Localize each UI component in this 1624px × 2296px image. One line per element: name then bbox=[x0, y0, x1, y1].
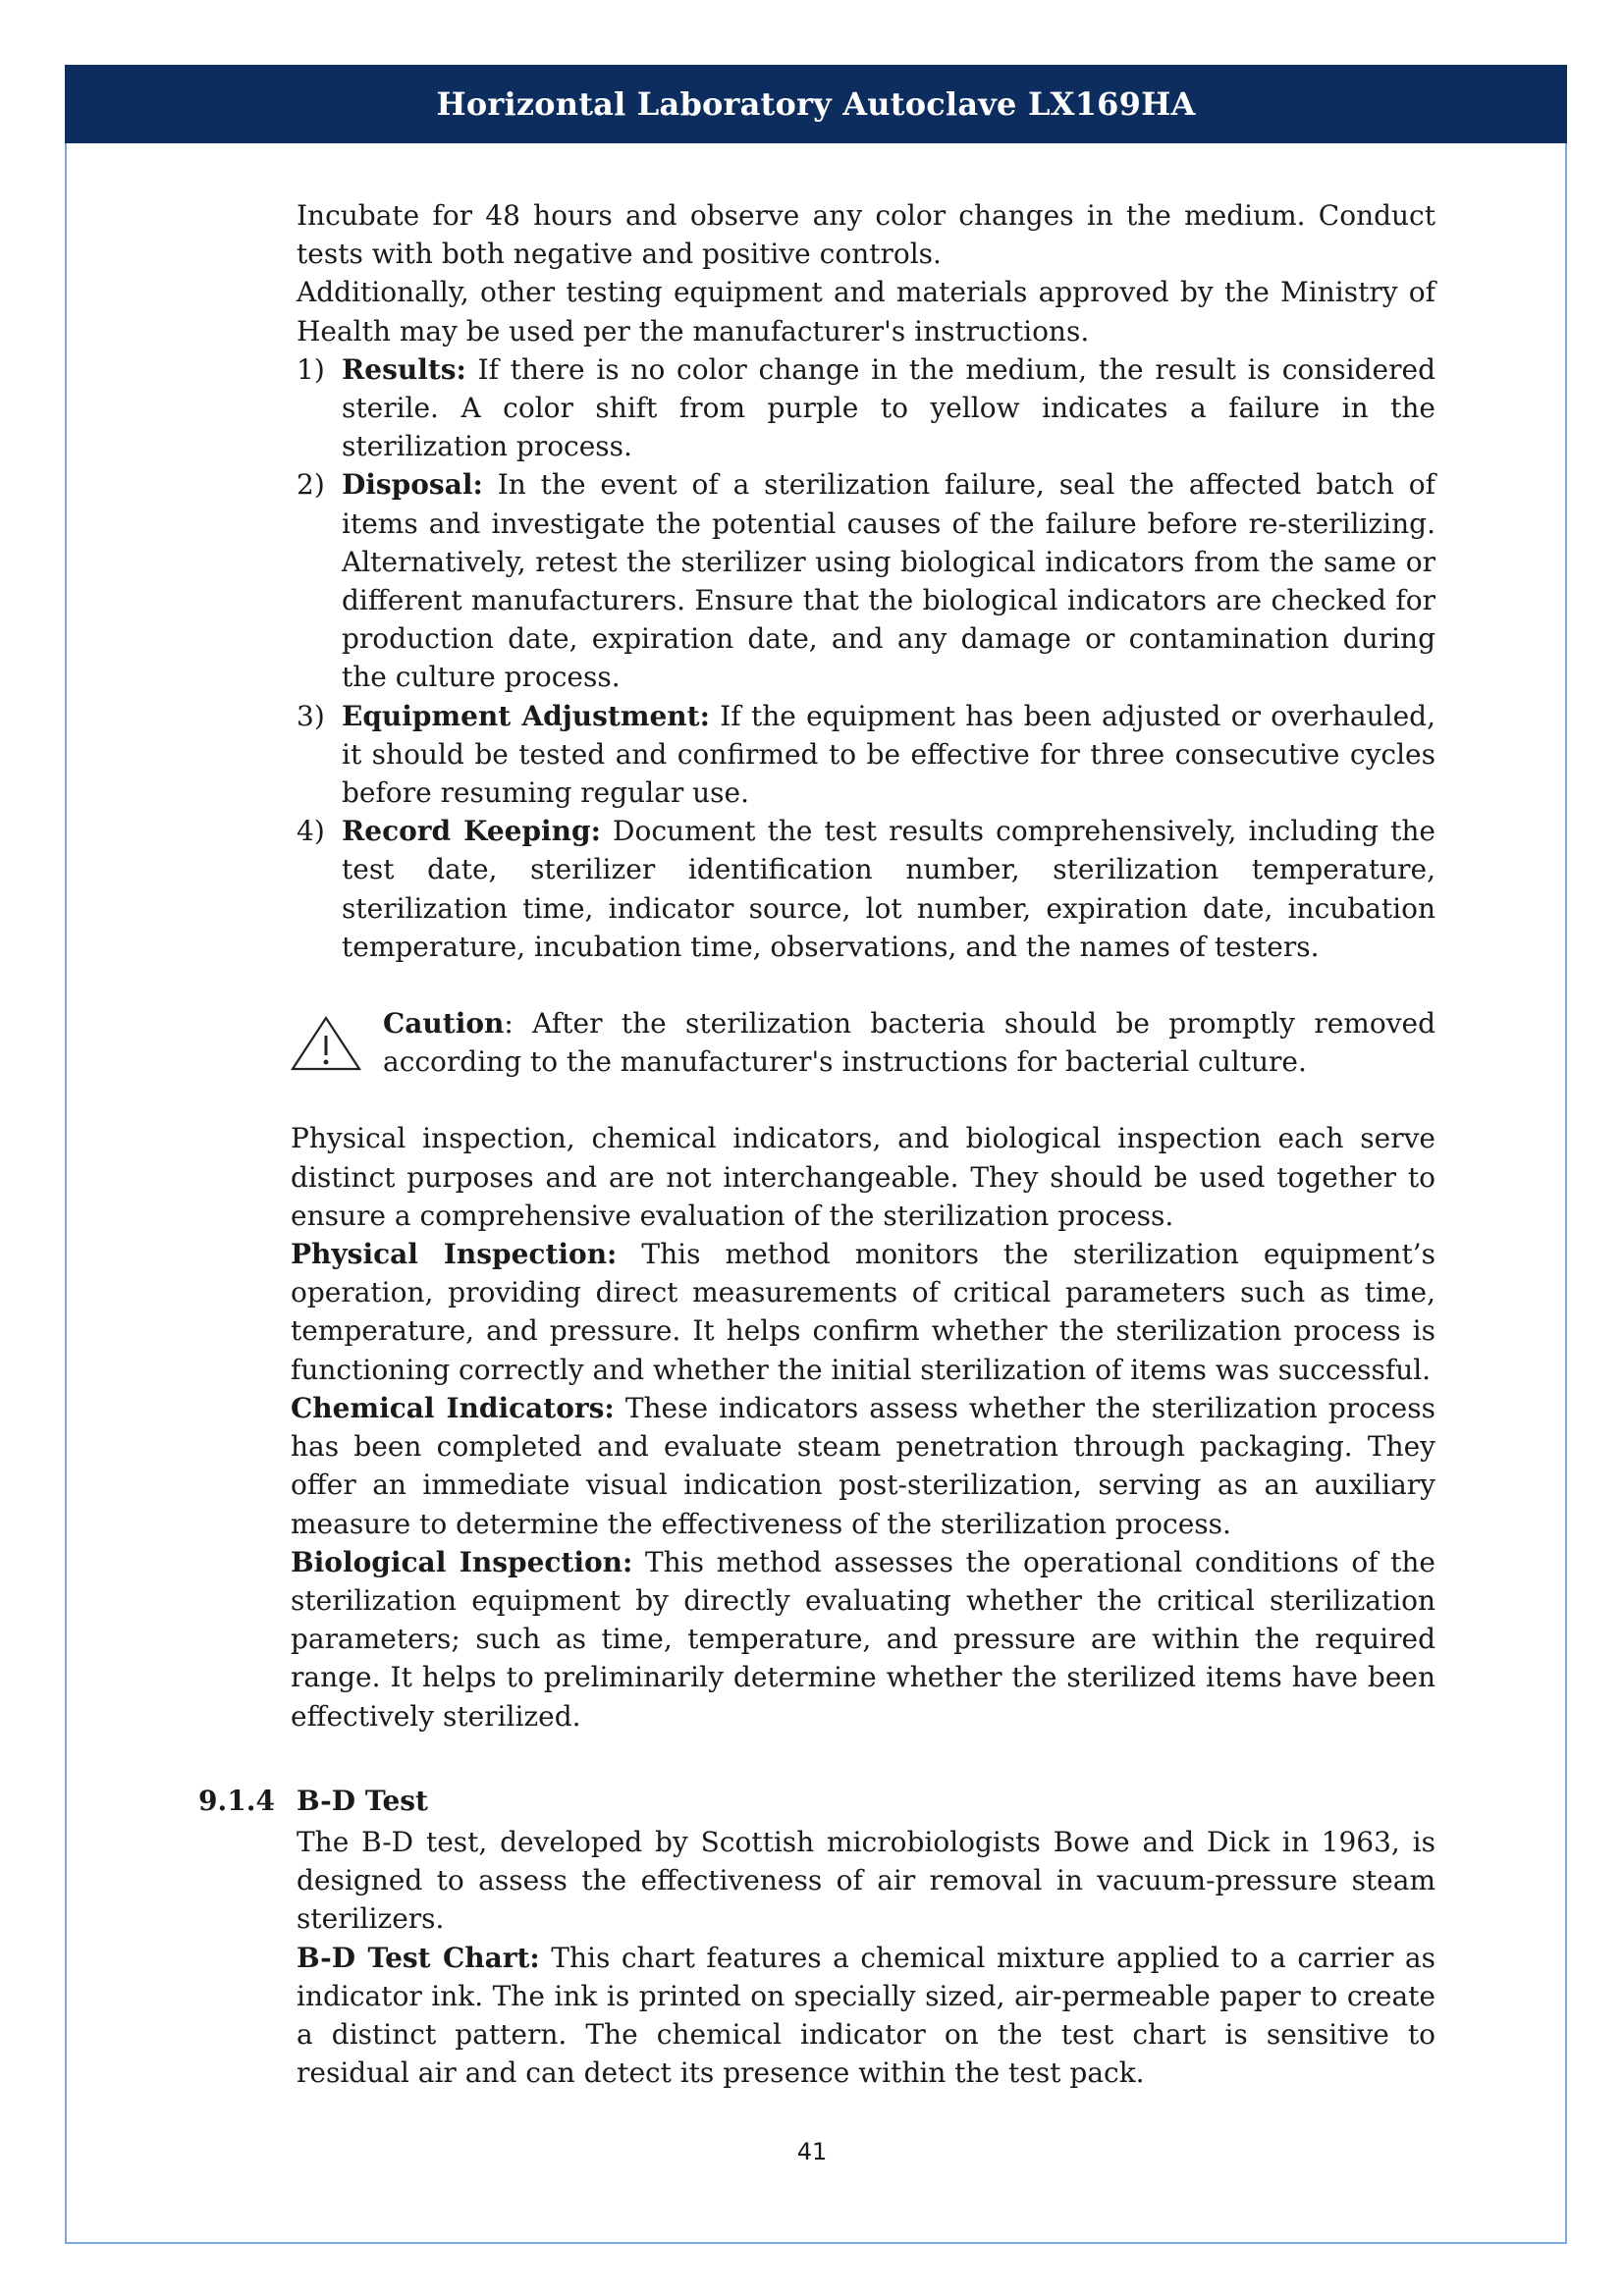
page-header bbox=[65, 65, 1567, 143]
bd-test-chart-label: B-D Test Chart: bbox=[297, 1941, 540, 1974]
caution-label: Caution bbox=[383, 1007, 505, 1041]
chemical-indicators-text: These indicators assess whether the sterilization process has been completed and evaluate steam penetration through packaging. They offer an immediate visual indication post-sterilization, serving as an auxiliary measure to determine the effectiveness of the sterilization process. bbox=[291, 1391, 1435, 1540]
document-title: Horizontal Laboratory Autoclave LX169HA bbox=[436, 85, 1196, 123]
intro-paragraph-2: Additionally, other testing equipment and materials approved by the Ministry of Health may be used per the manufacturer's instructions. bbox=[297, 276, 1435, 347]
page-number: 41 bbox=[796, 2138, 828, 2165]
bd-test-paragraph: The B-D test, developed by Scottish microbiologists Bowe and Dick in 1963, is designed to assess the effectiveness of air removal in vacuum-pressure steam sterilizers. bbox=[297, 1826, 1435, 1936]
list-number: 1) bbox=[297, 352, 325, 386]
list-item-label: Record Keeping: bbox=[342, 815, 601, 848]
physical-inspection-text: This method monitors the sterilization equipment’s operation, providing direct measurements of critical parameters such as time, temperature, and pressure. It helps confirm whether the sterilization process is functioning correctly and whether the initial sterilization of items was successful. bbox=[291, 1238, 1435, 1386]
list-item-text: Document the test results comprehensively, including the test date, sterilizer identification number, sterilization temperature, sterilization time, indicator source, lot number, expiration date, incubation temperature, incubation time, observations, and the names of testers. bbox=[342, 815, 1435, 963]
intro-paragraph-1: Incubate for 48 hours and observe any color changes in the medium. Conduct tests with both negative and positive controls. bbox=[297, 199, 1435, 271]
list-item bbox=[291, 812, 1435, 966]
chemical-indicators-paragraph bbox=[291, 1389, 1435, 1543]
list-item-text: In the event of a sterilization failure, seal the affected batch of items and investigate the potential causes of the failure before re-sterilizing. Alternatively, retest the sterilizer using biological indicators from the same or different manufacturers. Ensure that the biological indicators are checked for production date, expiration date, and any damage or contamination during the culture process. bbox=[342, 468, 1435, 694]
list-item bbox=[291, 350, 1435, 466]
bd-test-chart-text: This chart features a chemical mixture applied to a carrier as indicator ink. The ink is printed on specially sized, air-permeable paper to create a distinct pattern. The chemical indicator on the test chart is sensitive to residual air and can detect its presence within the test pack. bbox=[297, 1941, 1435, 2090]
list-item-text: If the equipment has been adjusted or overhauled, it should be tested and confirmed to be effective for three consecutive cycles before resuming regular use. bbox=[342, 699, 1436, 810]
caution-text bbox=[383, 1004, 1435, 1081]
list-item-label: Equipment Adjustment: bbox=[342, 699, 710, 732]
list-number: 2) bbox=[297, 468, 325, 502]
list-item-text: If there is no color change in the medium, the result is considered sterile. A color shift from purple to yellow indicates a failure in the sterilization process. bbox=[342, 352, 1435, 463]
biological-inspection-label: Biological Inspection: bbox=[291, 1545, 633, 1578]
main-content bbox=[291, 196, 1435, 1735]
bd-test-chart-paragraph bbox=[297, 1939, 1435, 2093]
chemical-indicators-label: Chemical Indicators: bbox=[291, 1391, 615, 1424]
caution-body: : After the sterilization bacteria should be promptly removed according to the manufacturer's instructions for bacterial culture. bbox=[383, 1007, 1435, 1079]
biological-inspection-text: This method assesses the operational conditions of the sterilization equipment by directly evaluating whether the critical sterilization parameters; such as time, temperature, and pressure are within the required range. It helps to preliminarily determine whether the sterilized items have been effectively sterilized. bbox=[291, 1545, 1435, 1733]
physical-inspection-label: Physical Inspection: bbox=[291, 1238, 618, 1271]
biological-inspection-paragraph bbox=[291, 1543, 1435, 1735]
numbered-list bbox=[291, 350, 1435, 966]
caution-note bbox=[291, 1004, 1435, 1081]
section-heading bbox=[198, 1785, 428, 1817]
warning-triangle-icon bbox=[291, 1014, 361, 1073]
list-item-label: Disposal: bbox=[342, 468, 483, 502]
section-title: B-D Test bbox=[297, 1785, 428, 1817]
inspection-intro: Physical inspection, chemical indicators, and biological inspection each serve distinct purposes and are not interchangeable. They should be used together to ensure a comprehensive evaluation of the sterilization process. bbox=[291, 1122, 1435, 1232]
section-number: 9.1.4 bbox=[198, 1785, 275, 1817]
list-item-label: Results: bbox=[342, 352, 466, 386]
list-number: 4) bbox=[297, 815, 325, 848]
physical-inspection-paragraph bbox=[291, 1235, 1435, 1389]
list-item bbox=[291, 697, 1435, 813]
section-body bbox=[297, 1823, 1435, 2092]
list-item bbox=[291, 465, 1435, 696]
list-number: 3) bbox=[297, 699, 325, 732]
